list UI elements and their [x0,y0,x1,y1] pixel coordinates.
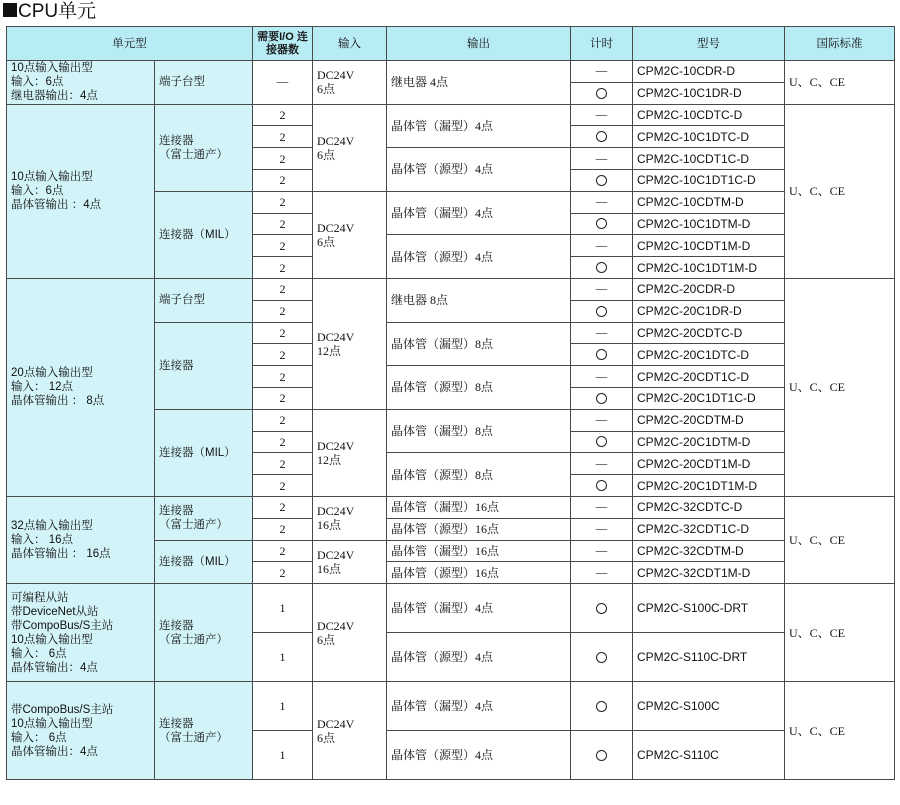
input-cell [313,191,387,278]
unit-type-cell [7,278,155,496]
input-line: DC24V [317,547,355,562]
connector-line: 端子台型 [159,294,205,307]
connector-line: 端子台型 [159,76,205,89]
unit-type-line: 20点输入输出型 [11,367,93,380]
input-cell [313,409,387,496]
unit-type-line: 10点输入输出型 [11,62,93,75]
output-cell: 晶体管（源型）8点 [387,366,571,410]
unit-type-line: 输入：6点 [11,76,64,89]
timer-value [607,348,608,349]
unit-type-line: 晶体管输出：4点 [11,661,98,674]
input-cell [313,61,387,105]
timer-value [607,86,608,87]
unit-type-line: 带CompoBus/S主站 [11,619,114,632]
model-cell: CPM2C-10CDTC-D [633,104,785,126]
model-cell: CPM2C-32CDTM-D [633,540,785,562]
output-cell: 晶体管（漏型）4点 [387,584,571,633]
io-connector-cell: 2 [253,257,313,279]
timer-cell: — [571,409,633,431]
timer-cell: — [571,104,633,126]
timer-cell [571,82,633,104]
timer-cell [571,633,633,682]
input-line: DC24V [317,438,355,453]
output-cell: 晶体管（漏型）8点 [387,409,571,453]
output-cell: 晶体管（源型）16点 [387,562,571,584]
timer-value [607,173,608,174]
model-cell: CPM2C-S100C-DRT [633,584,785,633]
input-line: 6点 [317,82,336,97]
model-cell: CPM2C-10C1DTC-D [633,126,785,148]
model-cell: CPM2C-S100C [633,682,785,731]
io-connector-cell: 2 [253,518,313,540]
unit-type-line: 10点输入输出型 [11,633,93,646]
input-line: 6点 [317,147,336,162]
connector-line: 连接器 [159,505,194,518]
header-io-connector: 需要I/O 连接器数 [253,27,313,61]
timer-cell: — [571,191,633,213]
output-cell: 晶体管（源型）8点 [387,453,571,497]
unit-type-line: 晶体管输出 ： 16点 [11,548,111,561]
io-connector-cell: 1 [253,633,313,682]
timer-circle-icon [596,393,607,404]
header-model: 型号 [633,27,785,61]
timer-circle-icon [596,218,607,229]
output-cell: 晶体管（源型）16点 [387,518,571,540]
unit-type-line: 晶体管输出：4点 [11,745,98,758]
table-header-row [7,27,895,61]
page-title: CPU单元 [3,1,96,23]
cpu-unit-table [6,26,895,780]
io-connector-cell: 2 [253,540,313,562]
connector-cell [155,61,253,105]
connector-cell [155,104,253,191]
connector-cell [155,409,253,496]
model-cell: CPM2C-20C1DT1M-D [633,475,785,497]
timer-cell: — [571,278,633,300]
connector-line: 连接器 [159,717,194,730]
model-cell: CPM2C-32CDT1C-D [633,518,785,540]
timer-value [607,391,608,392]
io-connector-cell: 2 [253,148,313,170]
unit-type-cell [7,682,155,780]
output-cell: 晶体管（源型）4点 [387,148,571,192]
model-cell: CPM2C-20CDR-D [633,278,785,300]
timer-cell: — [571,540,633,562]
model-cell: CPM2C-10C1DT1C-D [633,169,785,191]
standard-cell: U、C、CE [785,584,895,682]
output-cell: 晶体管（漏型）8点 [387,322,571,366]
connector-line: （富士通产） [159,633,228,646]
timer-cell [571,387,633,409]
input-line: 16点 [317,518,342,533]
input-cell [313,104,387,191]
model-cell: CPM2C-32CDTC-D [633,496,785,518]
connector-line: 连接器 [159,134,194,147]
output-cell: 继电器 8点 [387,278,571,322]
unit-type-line: 带DeviceNet从站 [11,605,99,618]
input-line: 12点 [317,452,342,467]
timer-circle-icon [596,262,607,273]
io-connector-cell: 2 [253,213,313,235]
timer-cell [571,126,633,148]
io-connector-cell: 2 [253,453,313,475]
input-cell [313,682,387,780]
model-cell: CPM2C-20C1DT1C-D [633,387,785,409]
output-cell: 晶体管（漏型）4点 [387,104,571,148]
model-cell: CPM2C-20CDT1M-D [633,453,785,475]
timer-value [607,217,608,218]
io-connector-cell: 2 [253,278,313,300]
unit-type-line: 输入： 6点 [11,647,67,660]
output-cell: 晶体管（漏型）4点 [387,682,571,731]
timer-value [607,748,608,749]
header-output: 输出 [387,27,571,61]
io-connector-cell: 2 [253,409,313,431]
timer-circle-icon [596,603,607,614]
black-square-icon [3,3,17,17]
unit-type-line: 晶体管输出 ： 8点 [11,395,105,408]
model-cell: CPM2C-20CDTM-D [633,409,785,431]
connector-cell [155,584,253,682]
timer-cell: — [571,562,633,584]
connector-line: 连接器 [159,619,194,632]
model-cell: CPM2C-10CDT1M-D [633,235,785,257]
timer-value [607,699,608,700]
io-connector-cell: 2 [253,431,313,453]
io-connector-cell: 1 [253,682,313,731]
io-connector-cell: 2 [253,300,313,322]
timer-cell: — [571,366,633,388]
connector-cell [155,682,253,780]
timer-value [607,304,608,305]
connector-cell [155,278,253,322]
io-connector-cell: 1 [253,584,313,633]
unit-type-line: 10点输入输出型 [11,171,93,184]
input-line: DC24V [317,68,355,83]
timer-cell [571,431,633,453]
input-line: DC24V [317,618,355,633]
table-row [7,496,895,518]
timer-cell [571,257,633,279]
unit-type-line: 继电器输出：4点 [11,90,98,103]
header-unit-type: 单元型 [7,27,253,61]
timer-circle-icon [596,436,607,447]
header-standard: 国际标准 [785,27,895,61]
input-line: DC24V [317,716,355,731]
unit-type-line: 输入： 12点 [11,381,73,394]
timer-circle-icon [596,88,607,99]
output-cell: 晶体管（漏型）16点 [387,540,571,562]
connector-line: 连接器（MIL） [159,228,236,241]
timer-circle-icon [596,306,607,317]
io-connector-cell: — [253,61,313,105]
input-line: 6点 [317,234,336,249]
io-connector-cell: 2 [253,126,313,148]
model-cell: CPM2C-10C1DTM-D [633,213,785,235]
model-cell: CPM2C-10CDTM-D [633,191,785,213]
timer-cell: — [571,61,633,83]
io-connector-cell: 2 [253,235,313,257]
connector-line: （富士通产） [159,519,228,532]
input-cell [313,496,387,540]
timer-value [607,650,608,651]
timer-cell: — [571,322,633,344]
standard-cell: U、C、CE [785,496,895,583]
io-connector-cell: 2 [253,387,313,409]
standard-cell: U、C、CE [785,61,895,105]
model-cell: CPM2C-10CDR-D [633,61,785,83]
model-cell: CPM2C-10C1DT1M-D [633,257,785,279]
connector-cell [155,322,253,409]
timer-circle-icon [596,349,607,360]
unit-type-line: 输入： 16点 [11,534,73,547]
table-row [7,278,895,300]
unit-type-line: 32点输入输出型 [11,520,93,533]
input-line: DC24V [317,329,355,344]
timer-cell [571,731,633,780]
model-cell: CPM2C-20C1DTC-D [633,344,785,366]
output-cell: 晶体管（源型）4点 [387,235,571,279]
connector-line: 连接器（MIL） [159,446,236,459]
input-line: DC24V [317,220,355,235]
timer-cell: — [571,496,633,518]
unit-type-line: 输入：6点 [11,185,64,198]
connector-cell [155,496,253,540]
io-connector-cell: 1 [253,731,313,780]
table-row [7,682,895,731]
input-cell [313,278,387,409]
unit-type-line: 晶体管输出 ：4点 [11,199,102,212]
io-connector-cell: 2 [253,322,313,344]
timer-value [607,261,608,262]
output-cell: 晶体管（漏型）16点 [387,496,571,518]
timer-cell [571,169,633,191]
input-cell [313,584,387,682]
io-connector-cell: 2 [253,475,313,497]
model-cell: CPM2C-20C1DTM-D [633,431,785,453]
table-row [7,584,895,633]
model-cell: CPM2C-20CDTC-D [633,322,785,344]
input-line: 12点 [317,343,342,358]
unit-type-cell [7,104,155,278]
unit-type-line: 10点输入输出型 [11,717,93,730]
timer-circle-icon [596,750,607,761]
timer-cell: — [571,518,633,540]
timer-cell: — [571,235,633,257]
timer-cell [571,584,633,633]
model-cell: CPM2C-S110C-DRT [633,633,785,682]
input-line: DC24V [317,133,355,148]
output-cell: 晶体管（漏型）4点 [387,191,571,235]
model-cell: CPM2C-10CDT1C-D [633,148,785,170]
output-cell: 晶体管（源型）4点 [387,731,571,780]
header-input: 输入 [313,27,387,61]
timer-circle-icon [596,701,607,712]
io-connector-cell: 2 [253,366,313,388]
connector-line: 连接器（MIL） [159,555,236,568]
io-connector-cell: 2 [253,104,313,126]
input-line: 6点 [317,730,336,745]
unit-type-cell [7,584,155,682]
connector-line: （富士通产） [159,148,228,161]
input-line: 16点 [317,561,342,576]
standard-cell: U、C、CE [785,682,895,780]
standard-cell: U、C、CE [785,278,895,496]
timer-value [607,479,608,480]
model-cell: CPM2C-32CDT1M-D [633,562,785,584]
unit-type-line: 可编程从站 [11,591,69,604]
unit-type-line: 输入： 6点 [11,731,67,744]
standard-cell: U、C、CE [785,104,895,278]
table-row [7,61,895,83]
input-line: 6点 [317,632,336,647]
unit-type-cell [7,496,155,583]
timer-cell [571,475,633,497]
timer-circle-icon [596,175,607,186]
unit-type-cell [7,61,155,105]
timer-cell [571,682,633,731]
timer-cell [571,300,633,322]
input-cell [313,540,387,584]
timer-circle-icon [596,131,607,142]
timer-value [607,130,608,131]
timer-circle-icon [596,480,607,491]
io-connector-cell: 2 [253,344,313,366]
header-timer: 计时 [571,27,633,61]
timer-cell [571,344,633,366]
connector-line: （富士通产） [159,731,228,744]
connector-cell [155,191,253,278]
model-cell: CPM2C-10C1DR-D [633,82,785,104]
timer-value [607,435,608,436]
unit-type-line: 带CompoBus/S主站 [11,703,114,716]
io-connector-cell: 2 [253,496,313,518]
timer-circle-icon [596,652,607,663]
io-connector-cell: 2 [253,191,313,213]
model-cell: CPM2C-20C1DR-D [633,300,785,322]
timer-value [607,601,608,602]
input-line: DC24V [317,504,355,519]
timer-cell: — [571,453,633,475]
output-cell: 晶体管（源型）4点 [387,633,571,682]
table-row [7,104,895,126]
io-connector-cell: 2 [253,169,313,191]
output-cell: 继电器 4点 [387,61,571,105]
timer-cell: — [571,148,633,170]
model-cell: CPM2C-20CDT1C-D [633,366,785,388]
timer-cell [571,213,633,235]
connector-cell [155,540,253,584]
io-connector-cell: 2 [253,562,313,584]
connector-line: 连接器 [159,359,194,372]
model-cell: CPM2C-S110C [633,731,785,780]
